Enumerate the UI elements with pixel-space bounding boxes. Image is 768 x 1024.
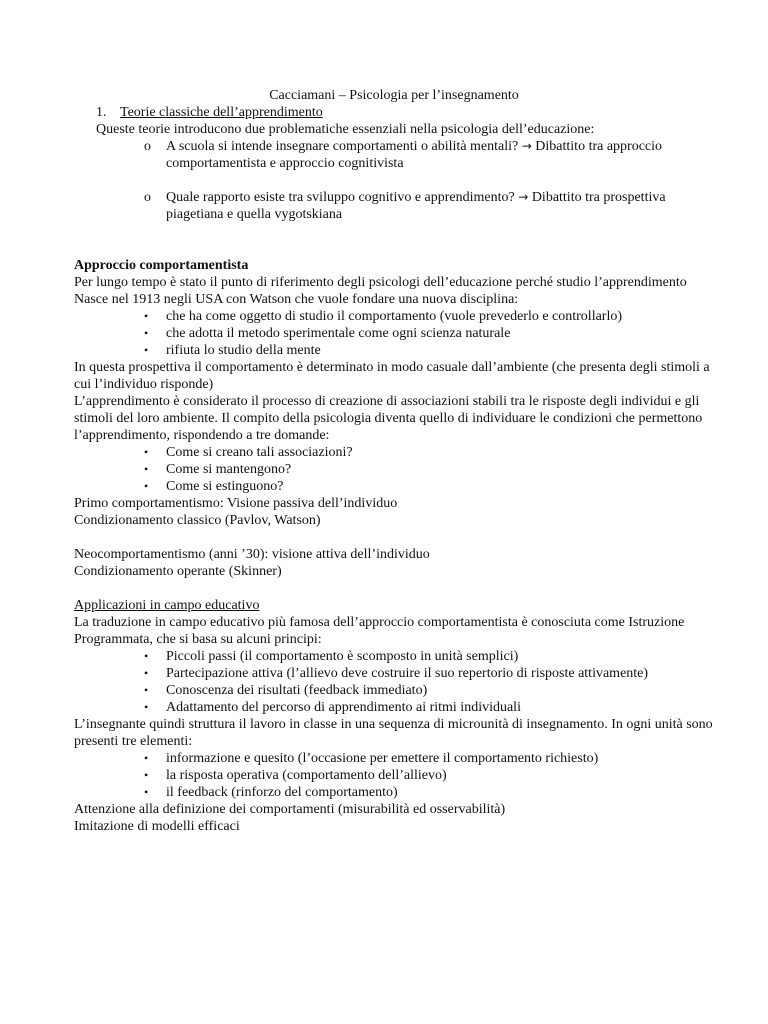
list-item-text: Adattamento del percorso di apprendimento ai ritmi individuali	[166, 700, 521, 715]
list-item-text: il feedback (rinforzo del comportamento)	[166, 785, 398, 800]
list-item-text: la risposta operativa (comportamento dell’allievo)	[166, 768, 447, 783]
applicazioni-heading: Applicazioni in campo educativo	[74, 598, 260, 613]
list-item	[74, 325, 714, 342]
paragraph: L’insegnante quindi struttura il lavoro in classe in una sequenza di microunità di insegnamento. In ogni unità sono presenti tre elementi:	[74, 717, 713, 749]
list-item-text: che ha come oggetto di studio il comportamento (vuole prevederlo e controllarlo)	[166, 309, 623, 324]
bullet-marker: •	[144, 700, 149, 714]
list-marker: o	[144, 190, 151, 205]
list-item	[74, 665, 714, 682]
list-item	[74, 478, 714, 495]
questions-list	[74, 138, 714, 223]
bullet-marker: •	[144, 649, 149, 663]
bullet-marker: •	[144, 309, 149, 323]
list-item	[74, 444, 714, 461]
section-number: 1.	[96, 105, 107, 120]
paragraph: Condizionamento classico (Pavlov, Watson)	[74, 513, 321, 528]
list-item	[74, 699, 714, 716]
paragraph: Primo comportamentismo: Visione passiva dell’individuo	[74, 496, 398, 511]
question-answer: Dibattito tra prospettiva piagetiana e quella vygotskiana	[166, 190, 666, 222]
paragraph: La traduzione in campo educativo più famosa dell’approccio comportamentista è conosciuta come Istruzione Programmata, che si basa su alcuni principi:	[74, 615, 685, 647]
bullet-marker: •	[144, 666, 149, 680]
list-item-text: rifiuta lo studio della mente	[166, 343, 321, 358]
bullet-marker: •	[144, 462, 149, 476]
list-item	[74, 461, 714, 478]
list-item	[74, 189, 714, 223]
list-item-text: Conoscenza dei risultati (feedback immediato)	[166, 683, 428, 698]
list-item-text: Come si estinguono?	[166, 479, 284, 494]
bullet-marker: •	[144, 326, 149, 340]
arrow-right-icon: →	[518, 190, 529, 204]
paragraph: Nasce nel 1913 negli USA con Watson che vuole fondare una nuova disciplina:	[74, 292, 519, 307]
bullet-marker: •	[144, 785, 149, 799]
bullet-marker: •	[144, 683, 149, 697]
paragraph: Imitazione di modelli efficaci	[74, 819, 240, 834]
bullet-list	[74, 750, 714, 801]
document-title: Cacciamani – Psicologia per l’insegnamento	[269, 88, 519, 103]
list-item	[74, 308, 714, 325]
arrow-right-icon: →	[521, 139, 532, 153]
question-text: A scuola si intende insegnare comportamenti o abilità mentali?	[166, 139, 519, 154]
bullet-marker: •	[144, 343, 149, 357]
question-text: Quale rapporto esiste tra sviluppo cognitivo e apprendimento?	[166, 190, 515, 205]
bullet-list	[74, 444, 714, 495]
approccio-heading: Approccio comportamentista	[74, 258, 249, 273]
intro-paragraph: Queste teorie introducono due problematiche essenziali nella psicologia dell’educazione:	[96, 122, 595, 137]
paragraph: Per lungo tempo è stato il punto di riferimento degli psicologi dell’educazione perché studio l’apprendimento	[74, 275, 687, 290]
paragraph: Condizionamento operante (Skinner)	[74, 564, 282, 579]
bullet-marker: •	[144, 751, 149, 765]
paragraph: Attenzione alla definizione dei comportamenti (misurabilità ed osservabilità)	[74, 802, 506, 817]
paragraph: Neocomportamentismo (anni ’30): visione attiva dell’individuo	[74, 547, 430, 562]
list-item-text: Come si mantengono?	[166, 462, 292, 477]
document-content	[74, 87, 714, 835]
list-item-text: Partecipazione attiva (l’allievo deve costruire il suo repertorio di risposte attivamente)	[166, 666, 649, 681]
bullet-marker: •	[144, 445, 149, 459]
list-item	[74, 138, 714, 172]
list-marker: o	[144, 139, 151, 154]
bullet-marker: •	[144, 479, 149, 493]
list-item-text: Piccoli passi (il comportamento è scomposto in unità semplici)	[166, 649, 519, 664]
list-item-text: informazione e quesito (l’occasione per emettere il comportamento richiesto)	[166, 751, 599, 766]
list-item	[74, 750, 714, 767]
section-heading	[74, 104, 714, 121]
list-item	[74, 648, 714, 665]
section-title: Teorie classiche dell’apprendimento	[120, 105, 323, 120]
list-item-text: che adotta il metodo sperimentale come ogni scienza naturale	[166, 326, 511, 341]
list-item	[74, 767, 714, 784]
list-item	[74, 342, 714, 359]
bullet-list	[74, 308, 714, 359]
question-answer: Dibattito tra approccio comportamentista e approccio cognitivista	[166, 139, 663, 171]
list-item-text: Come si creano tali associazioni?	[166, 445, 353, 460]
bullet-marker: •	[144, 768, 149, 782]
paragraph: In questa prospettiva il comportamento è determinato in modo casuale dall’ambiente (che presenta degli stimoli a cui l’individuo risponde)	[74, 360, 710, 392]
list-item	[74, 682, 714, 699]
list-item	[74, 784, 714, 801]
paragraph: L’apprendimento è considerato il processo di creazione di associazioni stabili tra le risposte degli individui e gli stimoli del loro ambiente. Il compito della psicologia diventa quello di individuare le condizioni che permettono l’apprendimento, rispondendo a tre domande:	[74, 394, 703, 443]
bullet-list	[74, 648, 714, 716]
